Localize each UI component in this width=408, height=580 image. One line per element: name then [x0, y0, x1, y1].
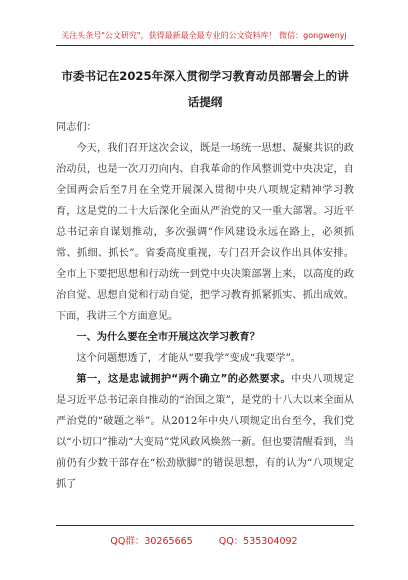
document-body — [56, 117, 354, 495]
header-banner: 关注头条号"公文研究"，获得最新最全最专业的公文资料库！ 微信：gongwenyj — [61, 31, 347, 40]
footer-contact — [0, 533, 408, 547]
paragraph-3-text: 中央八项规定是习近平总书记亲自推动的“治国之策”，是党的十八大以来全面从严治党的“破题之举”。从2012年中央八项规定出台至今，我们党以“小切口”推动“大变局”党风政风焕然一新。但也要清醒看到，当前仍有少数干部存在“松劲歇脚”的错误思想，有的认为“八项规定抓了 — [56, 374, 355, 490]
footer-divider — [56, 525, 354, 526]
paragraph-1: 今天，我们召开这次会议，既是一场统一思想、凝聚共识的政治动员，也是一次刀刃向内、自我革命的作风整训党中央决定，自全国两会后至7月在全党开展深入贯彻中央八项规定精神学习教育，这是党的二十大后深化全面从严治党的又一重大部署。习近平总书记亲自谋划推动，多次强调“作风建设永远在路上，必须抓常、抓细、抓长”。省委高度重视，专门召开会议作出具体安排。全市上下要把思想和行动统一到党中央决策部署上来，以高度的政治自觉、思想自觉和行动自觉，把学习教育抓紧抓实、抓出成效。下面，我讲三个方面意见。 — [56, 143, 354, 322]
paragraph-2: 这个问题想透了，才能从“要我学”变成“我要学”。 — [76, 353, 301, 364]
section-1-heading: 一、为什么要在全市开展这次学习教育？ — [76, 332, 260, 343]
document-title: 市委书记在2025年深入贯彻学习教育动员部署会上的讲话提纲 — [61, 69, 349, 109]
header-divider — [56, 45, 354, 46]
paragraph-3 — [56, 369, 354, 495]
salutation: 同志们： — [56, 122, 97, 133]
footer-qq-group: QQ群：30265665 — [110, 536, 193, 547]
paragraph-3-lead: 第一，这是忠诚拥护“两个确立”的必然要求。 — [76, 374, 292, 385]
footer-qq: QQ：535304092 — [218, 536, 298, 547]
